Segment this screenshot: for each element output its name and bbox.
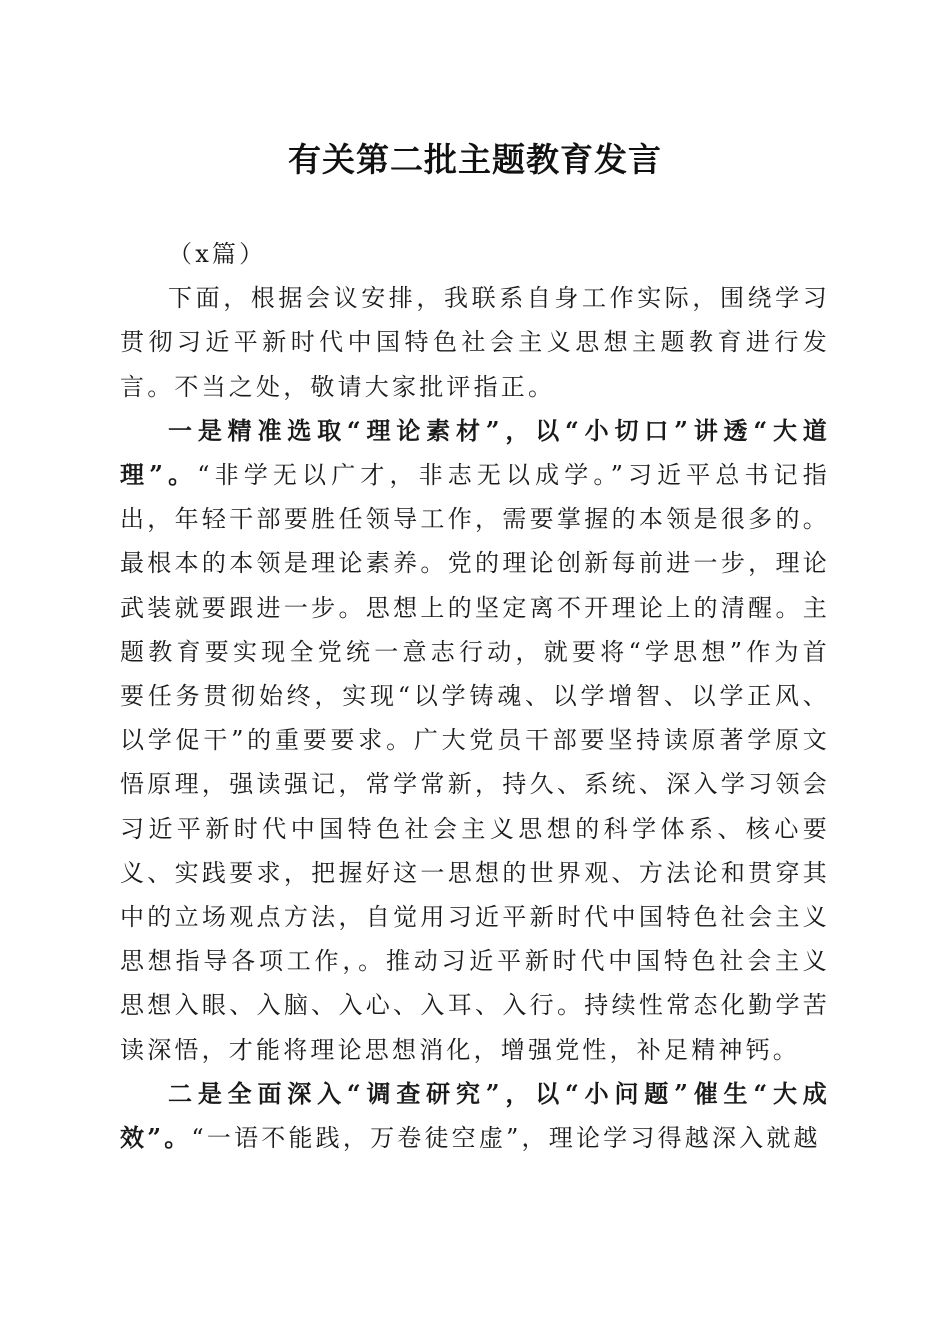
document-body — [120, 232, 830, 1160]
section-2-body: “一语不能践，万卷徒空虚”，理论学习得越深入就越 — [191, 1124, 821, 1153]
section-1-heading: 一是精准选取“理论素材”，以“小切口”讲透“大道理”。 — [120, 415, 830, 490]
section-1-body: “非学无以广才，非志无以成学。”习近平总书记指出，年轻干部要胜任领导工作，需要掌握的本领是很多的。最根本的本领是理论素养。党的理论创新每前进一步，理论武装就要跟进一步。思想上的坚定离不开理论上的清醒。主题教育要实现全党统一意志行动，就要将“学思想”作为首要任务贯彻始终，实现“以学铸魂、以学增智、以学正风、以学促干”的重要要求。广大党员干部要坚持读原著学原文悟原理，强读强记，常学常新，持久、系统、深入学习领会习近平新时代中国特色社会主义思想的科学体系、核心要义、实践要求，把握好这一思想的世界观、方法论和贯穿其中的立场观点方法，自觉用习近平新时代中国特色社会主义思想指导各项工作，。推动习近平新时代中国特色社会主义思想入眼、入脑、入心、入耳、入行。持续性常态化勤学苦读深悟，才能将理论思想消化，增强党性，补足精神钙。 — [120, 461, 831, 1064]
page-title: 有关第二批主题教育发言 — [288, 140, 662, 179]
section-1-paragraph — [120, 409, 830, 1072]
section-2-heading: 二是全面深入“调查研究”，以“小问题”催生“大成效”。 — [120, 1078, 830, 1153]
section-2-paragraph — [120, 1072, 830, 1160]
intro-paragraph: 下面，根据会议安排，我联系自身工作实际，围绕学习贯彻习近平新时代中国特色社会主义思想主题教育进行发言。不当之处，敬请大家批评指正。 — [120, 284, 830, 401]
subtitle-paragraph: （x篇） — [168, 240, 267, 268]
